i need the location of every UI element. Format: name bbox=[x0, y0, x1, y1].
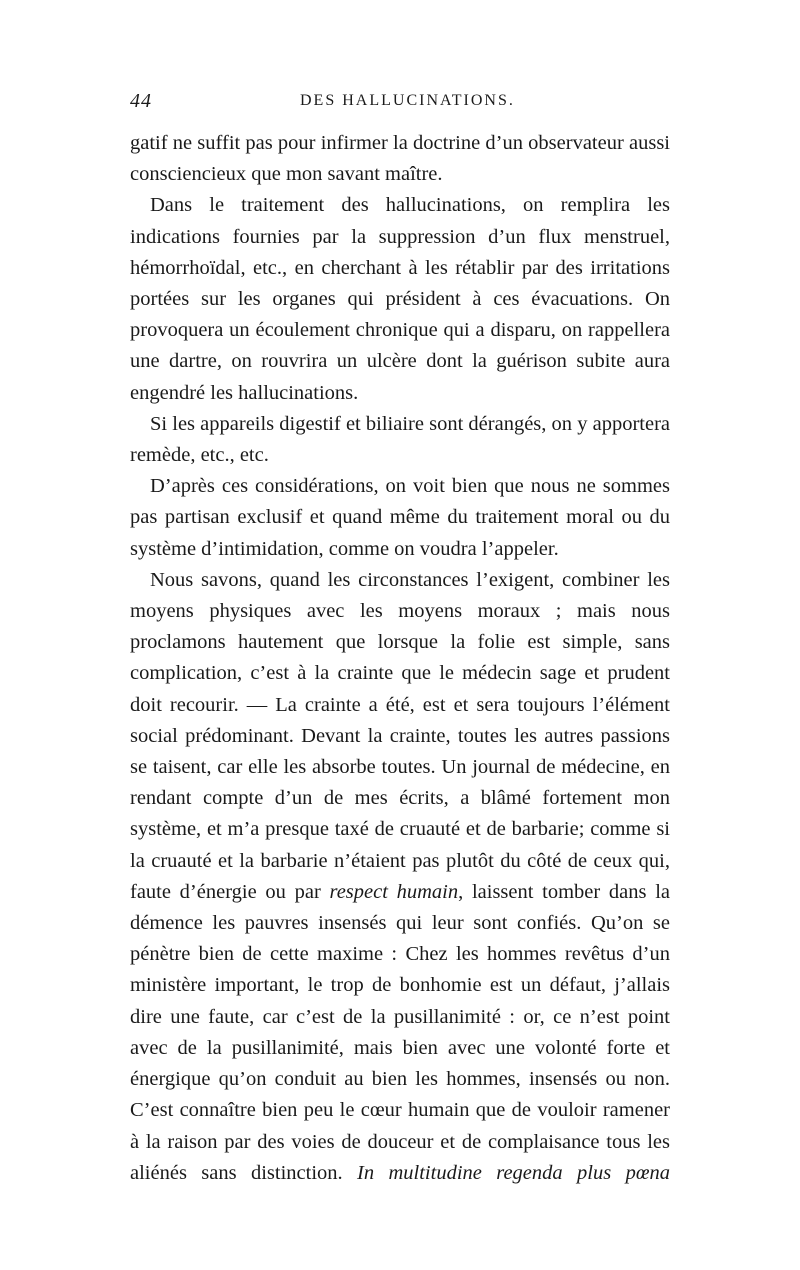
paragraph-2: Dans le traitement des hallucinations, on remplira les indications fournies par la suppression d’un flux menstruel, hémorrhoïdal, etc., en cherchant à les rétablir par des irritations portées sur les organes qui président à ces évacuations. On provoquera un écoulement chronique qui a disparu, on rappellera une dartre, on rouvrira un ulcère dont la guérison subite aura engendré les hallucinations. bbox=[130, 194, 670, 404]
paragraph-5-part-2: , laissent tomber dans la démence les pauvres insensés qui leur sont confiés. Qu’on se pénètre bien de cette maxime : Chez les hommes revêtus d’un ministère important, le trop de bonhomie est un défaut, j’allais dire une faute, car c’est de la pusillanimité : or, ce n’est point avec de la pusillanimité, mais bien avec une volonté forte et énergique qu’on conduit au bien les hommes, insensés ou non. C’est connaître bien peu le cœur humain que de vouloir ramener à la raison par des voies de douceur et de complaisance tous les aliénés sans distinction. bbox=[130, 880, 670, 1184]
paragraph-5-part-1: Nous savons, quand les circonstances l’exigent, combiner les moyens physiques avec les moyens moraux ; mais nous proclamons hautement que lorsque la folie est simple, sans complication, c’est à la crainte que le médecin sage et prudent doit recourir. — La crainte a été, est et sera toujours l’élément social prédominant. Devant la crainte, toutes les autres passions se taisent, car elle les absorbe toutes. Un journal de médecine, en rendant compte d’un de mes écrits, a blâmé fortement mon système, et m’a presque taxé de cruauté et de barbarie; comme si la cruauté et la barbarie n’étaient pas plutôt du côté de ceux qui, faute d’énergie ou par bbox=[130, 568, 670, 903]
paragraph-3: Si les appareils digestif et biliaire sont dérangés, on y apportera remède, etc., etc. bbox=[130, 412, 670, 467]
book-page bbox=[130, 90, 670, 1189]
running-title: DES HALLUCINATIONS. bbox=[300, 92, 515, 109]
italic-phrase-latin-quote: In multitudine regenda plus pœna bbox=[357, 1161, 670, 1184]
running-head bbox=[130, 90, 670, 122]
body-text bbox=[130, 128, 670, 1189]
paragraph-1: gatif ne suffit pas pour infirmer la doctrine d’un observateur aussi consciencieux que mon savant maître. bbox=[130, 132, 670, 186]
paragraph-5 bbox=[130, 565, 670, 1189]
italic-phrase-respect-humain: respect humain bbox=[329, 880, 459, 903]
page-number: 44 bbox=[130, 90, 152, 112]
paragraph-4: D’après ces considérations, on voit bien que nous ne sommes pas partisan exclusif et quand même du traitement moral ou du système d’intimidation, comme on voudra l’appeler. bbox=[130, 475, 670, 560]
